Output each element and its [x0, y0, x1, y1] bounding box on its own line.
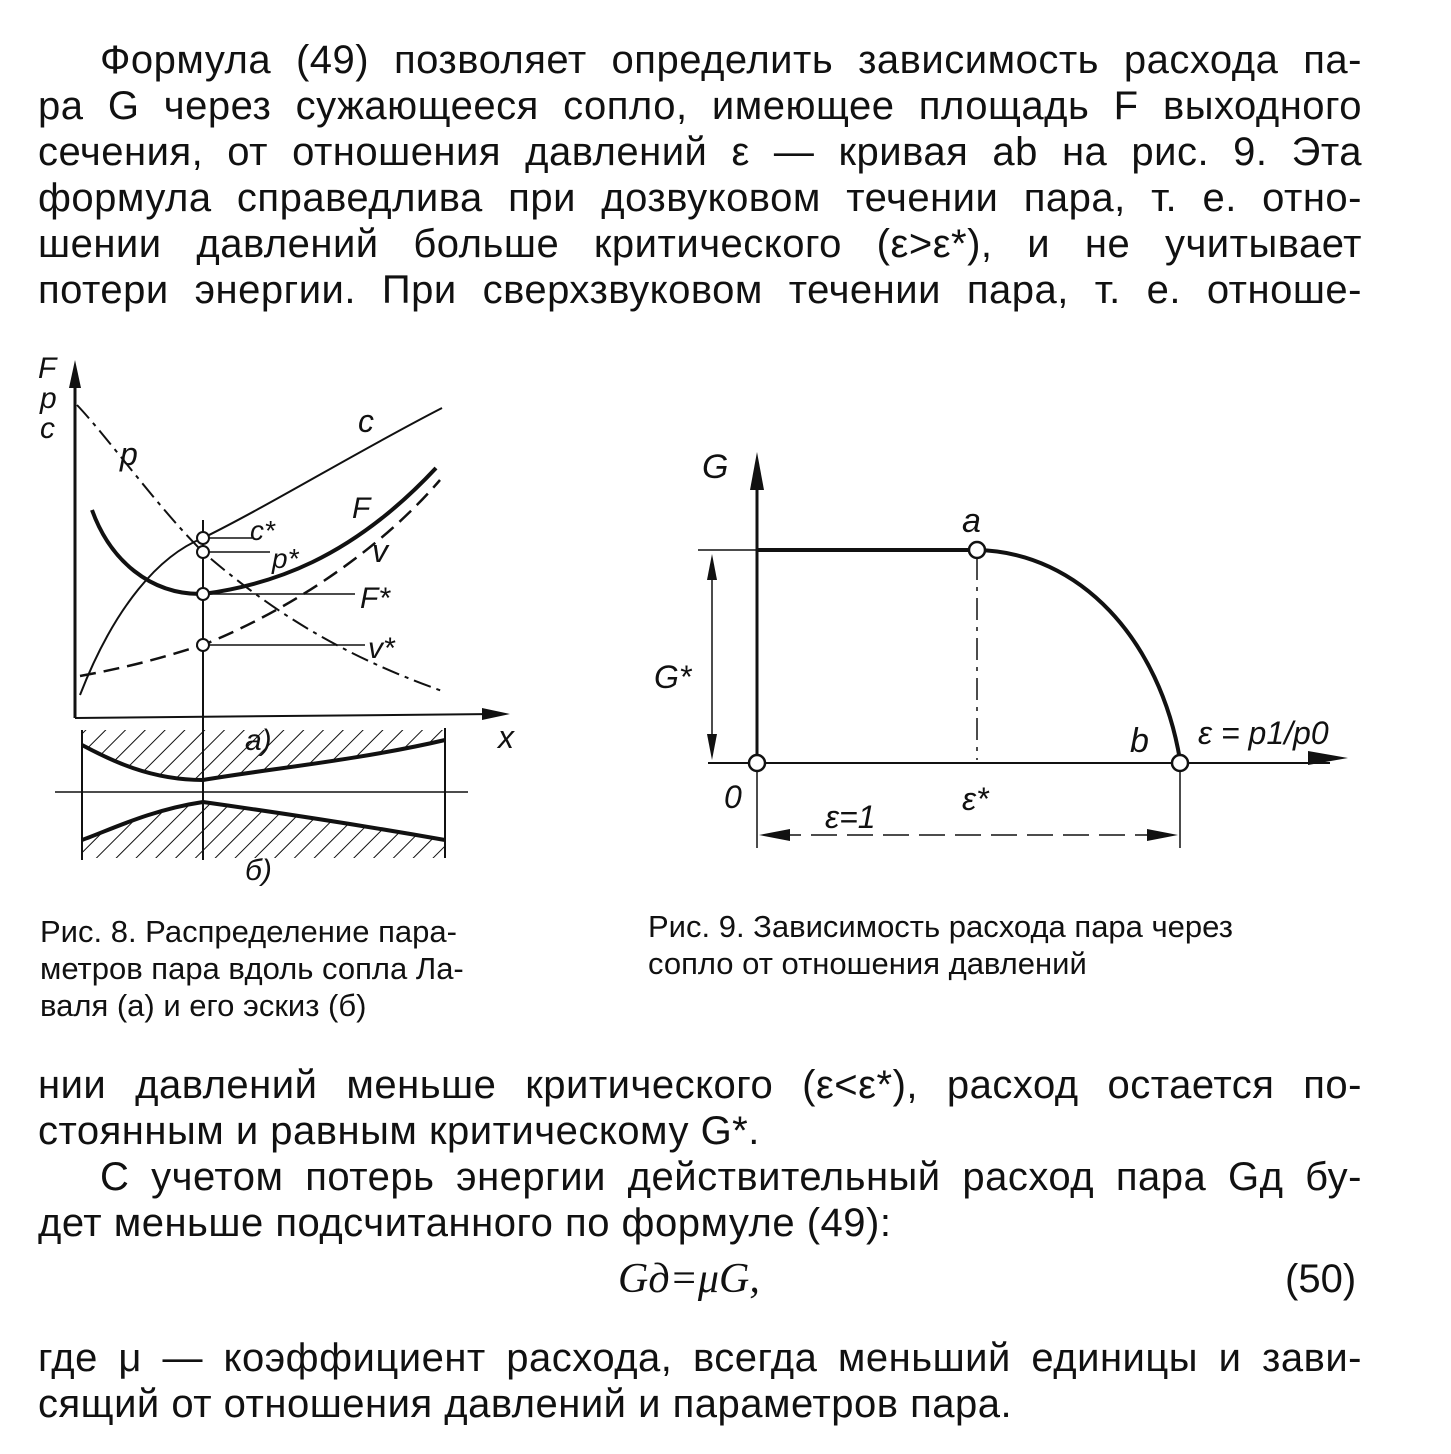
fig8-label-curve-v: v	[372, 533, 388, 569]
text-line: формула справедлива при дозвуковом течении пара, т. е. отно-	[38, 176, 1362, 220]
equation: Gд=μG,	[618, 1256, 760, 1302]
fig8-label-curve-p: p	[120, 436, 138, 472]
fig9-label-x: ε = p1/p0	[1198, 715, 1329, 751]
fig8-label-part-b: б)	[245, 854, 272, 887]
fig8-label-part-a: а)	[245, 724, 272, 757]
fig9-point-origin	[749, 755, 765, 771]
fig9-gstar-arrow-down	[707, 734, 717, 760]
fig8-x-axis	[75, 714, 495, 718]
fig9-point-b	[1172, 755, 1188, 771]
fig8-label-x: x	[498, 719, 514, 755]
caption-line: Рис. 8. Распределение пара-	[40, 914, 457, 949]
fig8-point-c-star	[197, 532, 209, 544]
fig9-eps-one-arrow-left	[759, 829, 790, 841]
fig9-label-b: b	[1130, 722, 1149, 760]
fig8-point-F-star	[197, 588, 209, 600]
fig9-label-y: G	[702, 448, 729, 486]
fig9-label-origin: 0	[724, 779, 742, 815]
fig9-gstar-arrow-up	[707, 554, 717, 580]
text-line: потери энергии. При сверхзвуковом течении пара, т. е. отноше-	[38, 268, 1362, 312]
fig8-label-curve-c: c	[358, 403, 374, 439]
fig8-label-p-star: p*	[272, 543, 299, 574]
fig8-label-v-star: v*	[368, 632, 395, 665]
text-line: сечения, от отношения давлений ε — кривая ab на рис. 9. Эта	[38, 130, 1362, 174]
fig8-point-p-star	[197, 546, 209, 558]
fig8-label-y: c	[40, 412, 55, 445]
text-line: шении давлений больше критического (ε>ε*), и не учитывает	[38, 222, 1362, 266]
text-line: дет меньше подсчитанного по формуле (49):	[38, 1201, 892, 1245]
text-line: ра G через сужающееся сопло, имеющее площадь F выходного	[38, 84, 1362, 128]
fig8-label-curve-F: F	[352, 492, 371, 525]
caption-line: Рис. 9. Зависимость расхода пара через	[648, 909, 1233, 944]
fig9-y-arrow	[750, 452, 764, 490]
fig9-point-a	[969, 542, 985, 558]
text-line: сящий от отношения давлений и параметров пара.	[38, 1382, 1013, 1426]
caption-line: валя (а) и его эскиз (б)	[40, 988, 367, 1023]
figure-9	[640, 430, 1360, 860]
figure-8	[0, 340, 560, 900]
text-line: нии давлений меньше критического (ε<ε*), расход остается по-	[38, 1063, 1362, 1107]
text-line: стоянным и равным критическому G*.	[38, 1109, 760, 1153]
text-line: где μ — коэффициент расхода, всегда меньший единицы и зави-	[38, 1336, 1362, 1380]
fig9-label-eps-one: ε=1	[825, 799, 876, 835]
text-line: Формула (49) позволяет определить зависимость расхода па-	[100, 38, 1362, 82]
caption-line: метров пара вдоль сопла Ла-	[40, 951, 464, 986]
fig9-label-a: a	[962, 502, 981, 540]
fig9-flow-curve	[757, 550, 1180, 760]
equation-number: (50)	[1285, 1257, 1357, 1301]
fig8-label-y: p	[40, 382, 57, 415]
fig8-label-F-star: F*	[360, 582, 390, 615]
fig8-label-c-star: c*	[250, 515, 275, 546]
fig8-label-y: F	[38, 352, 57, 385]
fig8-y-arrow	[69, 360, 81, 388]
text-line: С учетом потерь энергии действительный расход пара Gд бу-	[100, 1155, 1362, 1199]
caption-line: сопло от отношения давлений	[648, 946, 1087, 981]
fig9-label-gstar: G*	[654, 659, 692, 695]
fig9-eps-one-arrow-right	[1147, 829, 1178, 841]
fig9-label-eps-star: ε*	[962, 781, 989, 817]
fig8-point-v-star	[197, 639, 209, 651]
